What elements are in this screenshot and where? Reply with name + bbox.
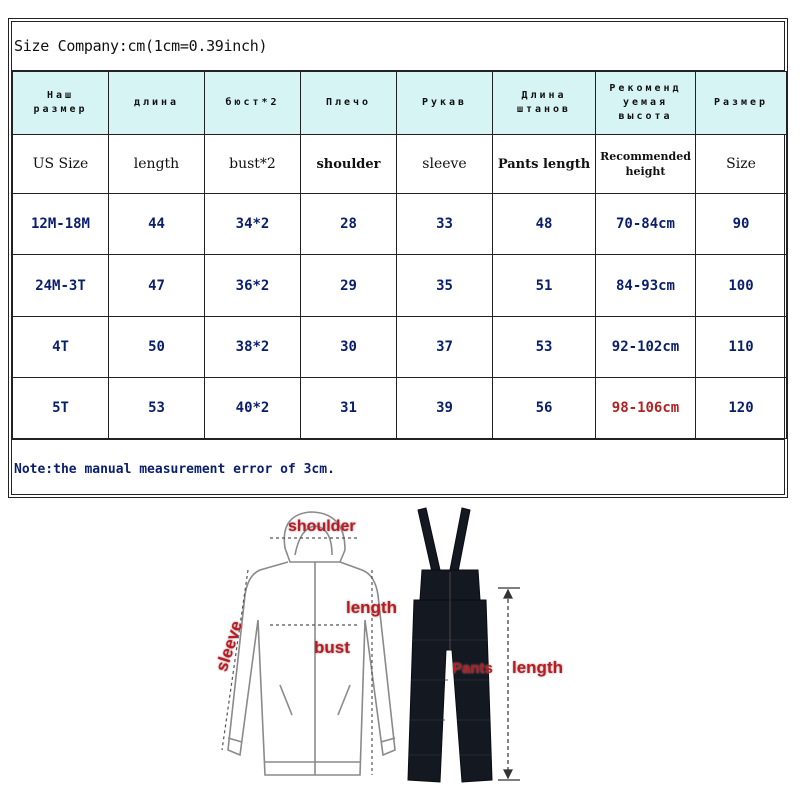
- cell-pants-length: 51: [493, 255, 596, 316]
- size-chart-inner: [11, 21, 785, 495]
- cell-recommended-height: 70-84cm: [596, 194, 696, 255]
- russian-header-row: [13, 72, 787, 135]
- en-header-us-size: US Size: [13, 135, 109, 194]
- note-row: [12, 439, 784, 496]
- cell-sleeve: 35: [397, 255, 493, 316]
- cell-bust: 36*2: [205, 255, 301, 316]
- bust-label: bust: [314, 638, 350, 657]
- cell-us-size: 5T: [13, 377, 109, 438]
- table-row: [13, 255, 787, 316]
- en-header-size: Size: [696, 135, 787, 194]
- ru-header-cell: бюст*2: [205, 72, 301, 135]
- cell-pants-length: 48: [493, 194, 596, 255]
- ru-header-cell: Плечо: [301, 72, 397, 135]
- cell-size: 90: [696, 194, 787, 255]
- cell-us-size: 24M-3T: [13, 255, 109, 316]
- cell-sleeve: 39: [397, 377, 493, 438]
- cell-shoulder: 29: [301, 255, 397, 316]
- ru-header-cell: Наш размер: [13, 72, 109, 135]
- cell-recommended-height: 92-102cm: [596, 316, 696, 377]
- cell-us-size: 12M-18M: [13, 194, 109, 255]
- cell-pants-length: 53: [493, 316, 596, 377]
- cell-shoulder: 30: [301, 316, 397, 377]
- en-header-sleeve: sleeve: [397, 135, 493, 194]
- cell-length: 44: [109, 194, 205, 255]
- en-header-length: length: [109, 135, 205, 194]
- en-header-recommended-height: Recommended height: [596, 135, 696, 194]
- title-row: [12, 22, 784, 71]
- cell-size: 120: [696, 377, 787, 438]
- ru-header-cell: Рукав: [397, 72, 493, 135]
- measurement-note: Note:the manual measurement error of 3cm.: [14, 462, 335, 477]
- en-header-shoulder: shoulder: [301, 135, 397, 194]
- en-header-bust: bust*2: [205, 135, 301, 194]
- sleeve-label: sleeve: [212, 618, 247, 674]
- en-header-pants-length: Pants length: [493, 135, 596, 194]
- length-label: length: [346, 598, 397, 617]
- cell-length: 50: [109, 316, 205, 377]
- ru-header-cell: Рекоменд уемая высота: [596, 72, 696, 135]
- cell-shoulder: 28: [301, 194, 397, 255]
- cell-length: 53: [109, 377, 205, 438]
- size-chart-title: Size Company:cm(1cm=0.39inch): [14, 37, 268, 55]
- cell-us-size: 4T: [13, 316, 109, 377]
- pants-label: Pants: [452, 660, 493, 677]
- ru-header-cell: Длина штанов: [493, 72, 596, 135]
- pants-length-label: length: [512, 658, 563, 677]
- table-row: [13, 316, 787, 377]
- cell-length: 47: [109, 255, 205, 316]
- table-row: [13, 377, 787, 438]
- measurement-diagram: [200, 500, 580, 800]
- cell-recommended-height: 84-93cm: [596, 255, 696, 316]
- ru-header-cell: Размер: [696, 72, 787, 135]
- cell-bust: 40*2: [205, 377, 301, 438]
- cell-bust: 34*2: [205, 194, 301, 255]
- cell-bust: 38*2: [205, 316, 301, 377]
- ru-header-cell: длина: [109, 72, 205, 135]
- cell-shoulder: 31: [301, 377, 397, 438]
- cell-sleeve: 33: [397, 194, 493, 255]
- cell-pants-length: 56: [493, 377, 596, 438]
- size-chart: [8, 18, 788, 498]
- cell-size: 100: [696, 255, 787, 316]
- size-table: [12, 71, 787, 439]
- cell-size: 110: [696, 316, 787, 377]
- english-header-row: [13, 135, 787, 194]
- cell-sleeve: 37: [397, 316, 493, 377]
- table-row: [13, 194, 787, 255]
- shoulder-label: shoulder: [288, 518, 356, 535]
- cell-recommended-height: 98-106cm: [596, 377, 696, 438]
- bib-pants-icon: [400, 500, 580, 800]
